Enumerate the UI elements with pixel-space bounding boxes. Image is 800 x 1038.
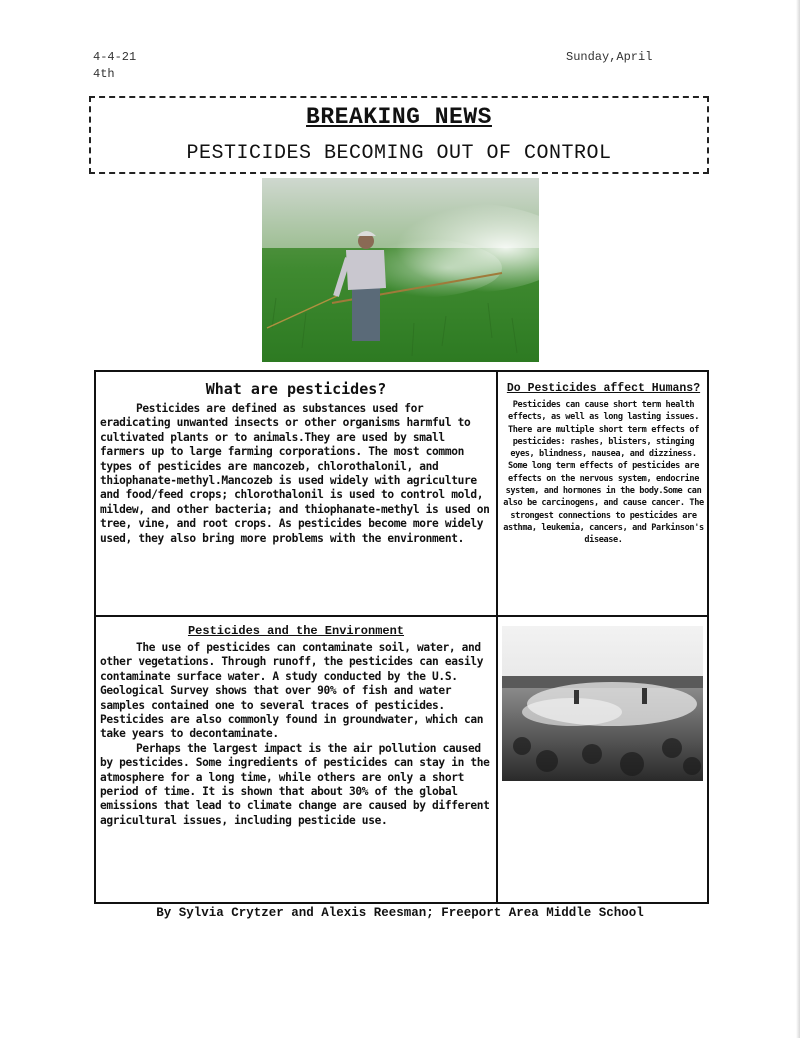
section-heading: What are pesticides? xyxy=(205,380,387,398)
article-grid xyxy=(94,370,709,904)
headline-box xyxy=(89,96,709,174)
section-environment xyxy=(100,624,492,902)
breaking-news-title: BREAKING NEWS xyxy=(306,104,492,130)
farmer-spraying-photo xyxy=(262,178,539,362)
section-heading: Pesticides and the Environment xyxy=(187,624,405,638)
headline-subtitle: PESTICIDES BECOMING OUT OF CONTROL xyxy=(186,142,612,165)
grid-horizontal-divider xyxy=(96,615,707,617)
byline: By Sylvia Crytzer and Alexis Reesman; Freeport Area Middle School xyxy=(156,906,644,920)
section-what-are-pesticides xyxy=(100,380,492,612)
field-spraying-photo xyxy=(502,626,703,781)
section-body: Pesticides can cause short term health effects, as well as long lasting issues. There are multiple short term effects of pesticides: rashes, blisters, stinging eyes, blindness, nausea, and dizziness. Some long term effects of pesticides are effects on the nervous system, endocrine system, and hormones in the body.Some can also be carcinogens, and cause cancer. The strongest connections to pesticides are asthma, leukemia, cancers, and Parkinson's disease. xyxy=(503,400,704,546)
grid-vertical-divider xyxy=(496,372,498,902)
section-body: Pesticides are defined as substances used for eradicating unwanted insects or other organisms harmful to cultivated plants or to animals.They are used by small farmers up to large farming corporations. The most common types of pesticides are mancozeb, chlorothalonil, and thiophanate-methyl.Mancozeb is used widely with agriculture and food/feed crops; chlorothalonil is used to control mold, mildew, and other bacteria; and thiophanate-methyl is used on tree, vine, and root crops. As pesticides become more widely used, they also bring more problems with the environment. xyxy=(100,402,490,545)
date-numeric: 4-4-21 4th xyxy=(93,50,137,81)
date-text: Sunday,April xyxy=(566,50,653,64)
section-heading: Do Pesticides affect Humans? xyxy=(506,382,701,395)
section-paragraph-2: Perhaps the largest impact is the air pollution caused by pesticides. Some ingredients of pesticides can stay in the atmosphere for a long time, while others are only a short period of time. It is shown that about 30% of the global emissions that lead to climate change are caused by different agricultural issues, including pesticide use. xyxy=(100,741,490,827)
page-edge-shadow xyxy=(796,0,800,1038)
section-humans xyxy=(502,382,705,614)
section-paragraph-1: The use of pesticides can contaminate soil, water, and other vegetations. Through runoff, the pesticides can easily contaminate surface water. A study conducted by the U.S. Geological Survey shows that over 90% of fish and water samples contained one to several traces of pesticides. Pesticides are also commonly found in groundwater, which can take years to decontaminate. xyxy=(100,641,484,741)
